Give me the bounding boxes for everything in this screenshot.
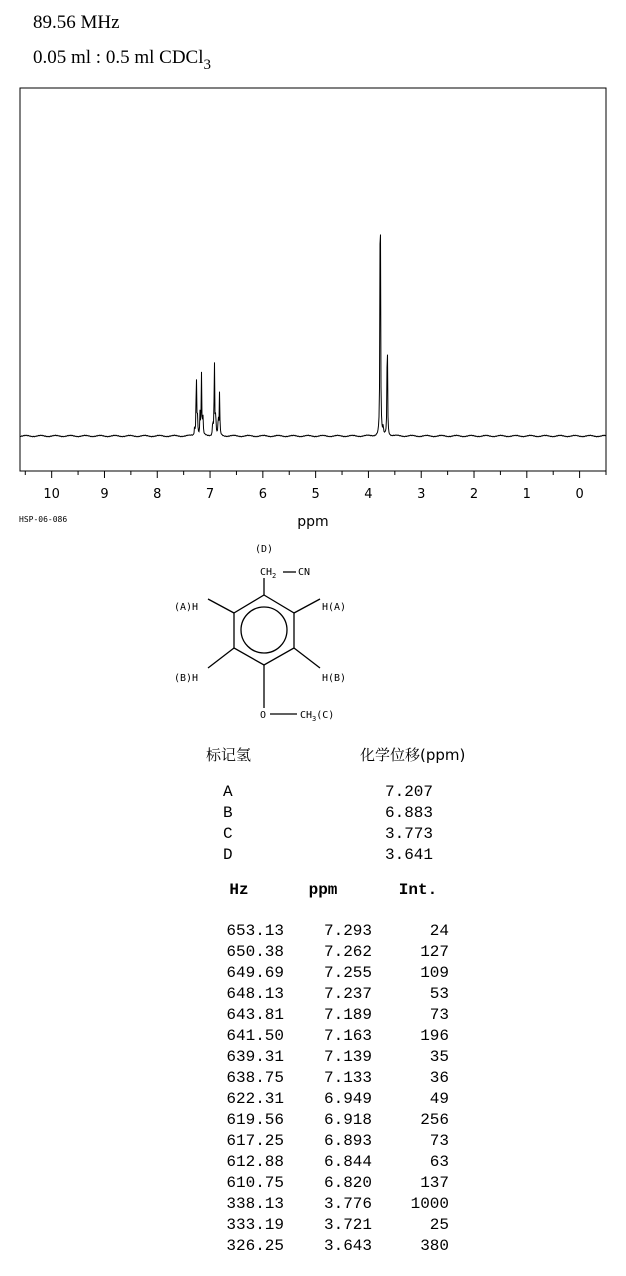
peak-ppm: 3.643 xyxy=(323,1237,372,1255)
peak-ppm: 7.139 xyxy=(323,1048,372,1066)
sample-subscript: 3 xyxy=(203,57,211,73)
peak-ppm: 7.262 xyxy=(323,943,372,961)
peak-ppm: 7.133 xyxy=(323,1069,372,1087)
peak-hz: 333.19 xyxy=(226,1216,284,1234)
peak-int: 196 xyxy=(420,1027,449,1045)
peak-row xyxy=(0,1194,626,1215)
peak-row xyxy=(0,1026,626,1047)
peak-int: 1000 xyxy=(410,1195,449,1213)
peak-ppm: 6.844 xyxy=(323,1153,372,1171)
peak-int: 63 xyxy=(429,1153,449,1171)
peak-int: 256 xyxy=(420,1111,449,1129)
peak-ppm: 6.820 xyxy=(323,1174,372,1192)
peak-hz: 617.25 xyxy=(226,1132,284,1150)
peak-ppm: 7.237 xyxy=(323,985,372,1003)
x-tick-label: 1 xyxy=(522,487,531,502)
peak-row xyxy=(0,984,626,1005)
peak-ppm: 3.776 xyxy=(323,1195,372,1213)
assignment-label: D xyxy=(223,846,233,864)
assignment-row xyxy=(0,803,626,824)
peak-row xyxy=(0,1089,626,1110)
ch3-group-label: (C) xyxy=(316,710,335,721)
peak-hz: 653.13 xyxy=(226,922,284,940)
peak-hz: 610.75 xyxy=(226,1174,284,1192)
peak-row xyxy=(0,1047,626,1068)
peak-int: 73 xyxy=(429,1006,449,1024)
peak-int: 49 xyxy=(429,1090,449,1108)
x-tick-label: 2 xyxy=(469,487,479,502)
ch2-text: CH xyxy=(260,567,273,578)
ch2-subscript: 2 xyxy=(272,572,277,580)
peak-hz: 649.69 xyxy=(226,964,284,982)
peak-hz: 326.25 xyxy=(226,1237,284,1255)
peak-header-ppm: ppm xyxy=(308,881,338,899)
label-o: O xyxy=(260,710,267,721)
assignment-label: B xyxy=(223,804,233,822)
peak-int: 25 xyxy=(429,1216,449,1234)
peak-int: 35 xyxy=(429,1048,449,1066)
peak-hz: 650.38 xyxy=(226,943,284,961)
spectrometer-frequency: 89.56 MHz xyxy=(33,12,120,33)
peak-int: 36 xyxy=(429,1069,449,1087)
assignment-shift: 3.641 xyxy=(384,846,433,864)
plot-frame xyxy=(20,88,606,471)
peak-header-hz: Hz xyxy=(229,881,249,899)
peak-row xyxy=(0,921,626,942)
label-ch2 xyxy=(260,567,276,580)
x-tick-label: 10 xyxy=(43,487,60,502)
peak-ppm: 3.721 xyxy=(323,1216,372,1234)
peak-hz: 648.13 xyxy=(226,985,284,1003)
assignment-shift: 6.883 xyxy=(384,804,433,822)
peak-row xyxy=(0,1215,626,1236)
x-tick-label: 0 xyxy=(575,487,584,502)
label-h-a-left: (A)H xyxy=(174,602,199,613)
nmr-spectrum-chart xyxy=(0,80,626,530)
x-axis-label: ppm xyxy=(297,514,329,530)
peak-hz: 612.88 xyxy=(226,1153,284,1171)
assignment-header-label: 标记氢 xyxy=(206,746,252,764)
peak-ppm: 6.949 xyxy=(323,1090,372,1108)
peak-int: 127 xyxy=(420,943,449,961)
label-h-a-right: H(A) xyxy=(322,602,347,613)
peak-ppm: 7.293 xyxy=(323,922,372,940)
x-tick-label: 7 xyxy=(205,487,215,502)
peak-row xyxy=(0,1236,626,1257)
label-h-b-left: (B)H xyxy=(174,673,199,684)
assignment-row xyxy=(0,824,626,845)
peak-hz: 643.81 xyxy=(226,1006,284,1024)
benzene-ring xyxy=(208,572,320,714)
peak-row xyxy=(0,1131,626,1152)
x-tick-label: 3 xyxy=(417,487,426,502)
label-d: (D) xyxy=(254,544,274,555)
peak-int: 380 xyxy=(420,1237,449,1255)
sample-prefix: 0.05 ml : 0.5 ml CDCl xyxy=(33,47,204,68)
assignment-label: C xyxy=(223,825,233,843)
assignment-header-shift: 化学位移(ppm) xyxy=(360,746,466,764)
x-ticks xyxy=(25,471,606,502)
label-cn: CN xyxy=(298,567,311,578)
peak-int: 53 xyxy=(429,985,449,1003)
peak-row xyxy=(0,1110,626,1131)
peak-hz: 639.31 xyxy=(226,1048,284,1066)
spectrum-code: HSP-06-086 xyxy=(19,515,68,524)
peak-row xyxy=(0,942,626,963)
peak-row xyxy=(0,1173,626,1194)
spectrum-trace xyxy=(20,234,606,436)
peak-ppm: 7.255 xyxy=(323,964,372,982)
peak-int: 137 xyxy=(420,1174,449,1192)
peak-header-int: Int. xyxy=(398,881,438,899)
peak-int: 73 xyxy=(429,1132,449,1150)
assignment-row xyxy=(0,782,626,803)
peak-ppm: 7.163 xyxy=(323,1027,372,1045)
assignment-row xyxy=(0,845,626,866)
assignment-shift: 7.207 xyxy=(384,783,433,801)
x-tick-label: 9 xyxy=(100,487,109,502)
peak-int: 24 xyxy=(429,922,449,940)
label-ch3 xyxy=(300,710,334,723)
ch3-text: CH xyxy=(300,710,313,721)
peak-hz: 619.56 xyxy=(226,1111,284,1129)
x-tick-label: 8 xyxy=(153,487,162,502)
peak-hz: 622.31 xyxy=(226,1090,284,1108)
peak-row xyxy=(0,1005,626,1026)
x-tick-label: 5 xyxy=(311,487,320,502)
peak-ppm: 6.893 xyxy=(323,1132,372,1150)
molecule-structure xyxy=(150,538,380,723)
assignment-label: A xyxy=(223,783,233,801)
peak-hz: 338.13 xyxy=(226,1195,284,1213)
peak-hz: 638.75 xyxy=(226,1069,284,1087)
assignment-shift: 3.773 xyxy=(384,825,433,843)
peak-row xyxy=(0,1152,626,1173)
x-tick-label: 6 xyxy=(258,487,267,502)
x-tick-label: 4 xyxy=(364,487,373,502)
peak-row xyxy=(0,1068,626,1089)
label-h-b-right: H(B) xyxy=(322,673,347,684)
ch3-subscript: 3 xyxy=(312,715,317,723)
sample-conditions xyxy=(33,47,211,74)
peak-ppm: 7.189 xyxy=(323,1006,372,1024)
peak-row xyxy=(0,963,626,984)
peak-hz: 641.50 xyxy=(226,1027,284,1045)
peak-ppm: 6.918 xyxy=(323,1111,372,1129)
peak-int: 109 xyxy=(420,964,449,982)
